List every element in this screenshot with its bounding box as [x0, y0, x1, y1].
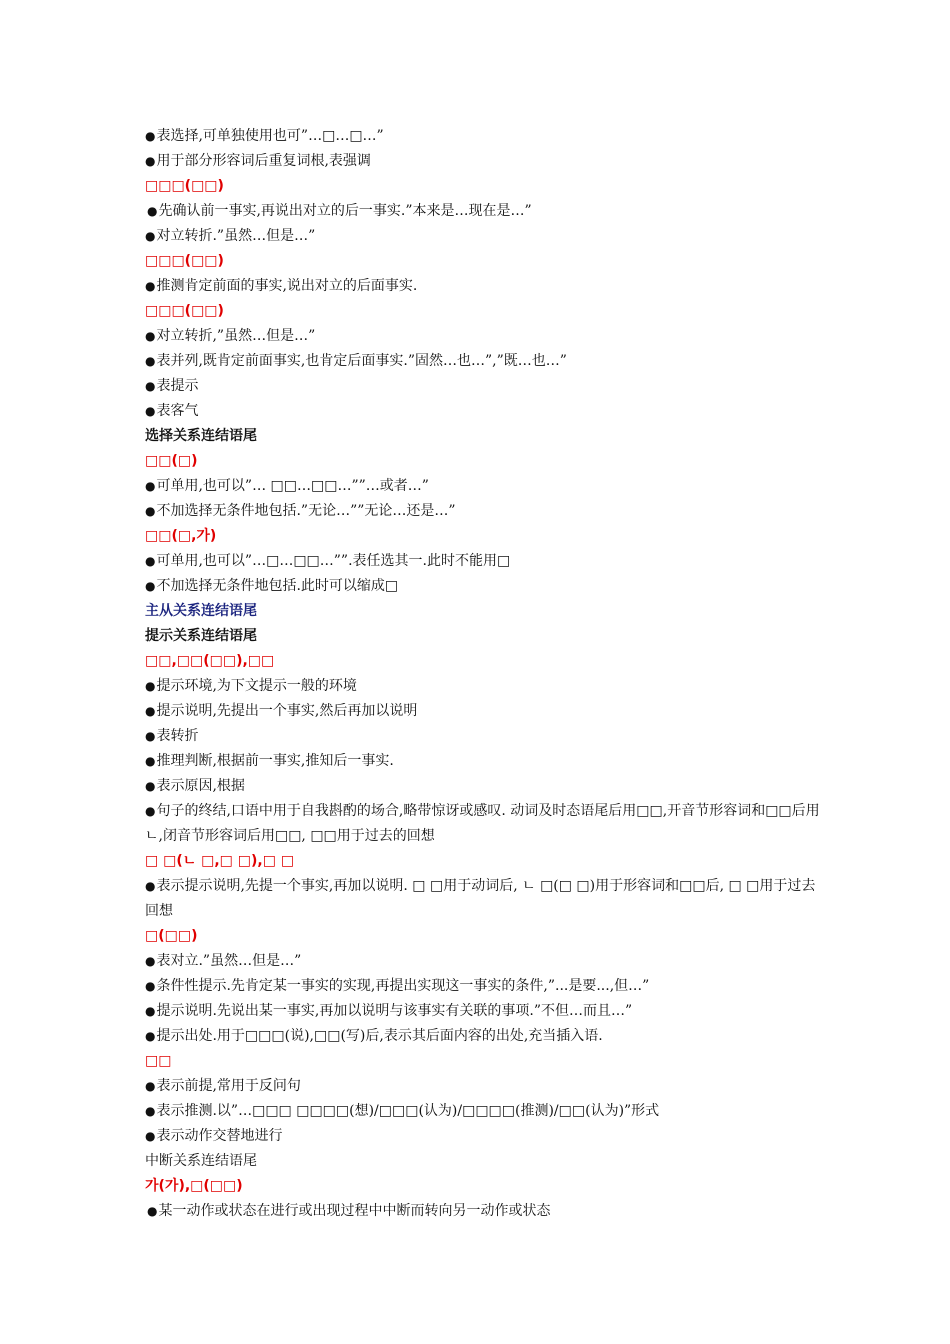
ending-heading: □□□(□□)	[145, 303, 224, 319]
bullet-line: ● 表转折	[145, 724, 820, 749]
ending-heading: 가(가),□(□□)	[145, 1178, 243, 1194]
section-heading: 中断关系连结语尾	[145, 1153, 257, 1169]
bullet-line: ● 表示原因,根据	[145, 774, 820, 799]
ending-heading: □□,□□(□□),□□	[145, 653, 275, 669]
bullet-line: ● 句子的终结,口语中用于自我斟酌的场合,略带惊讶或感叹. 动词及时态语尾后用□□,开音节形容词和□□后用ㄴ,闭音节形容词后用□□, □□用于过去的回想	[145, 799, 820, 849]
section-heading: 提示关系连结语尾	[145, 628, 257, 644]
bullet-line: ● 推理判断,根据前一事实,推知后一事实.	[145, 749, 820, 774]
ending-heading: □□□(□□)	[145, 253, 224, 269]
bullet-line: ● 表对立.”虽然…但是…”	[145, 949, 820, 974]
bullet-line: ● 表提示	[145, 374, 820, 399]
ending-heading: □□	[145, 1053, 172, 1069]
bullet-line: ● 提示说明.先说出某一事实,再加以说明与该事实有关联的事项.”不但…而且…”	[145, 999, 820, 1024]
section-heading: 选择关系连结语尾	[145, 428, 257, 444]
bullet-line: ● 提示出处.用于□□□(说),□□(写)后,表示其后面内容的出处,充当插入语.	[145, 1024, 820, 1049]
bullet-line: ● 对立转折.”虽然…但是…”	[145, 224, 820, 249]
bullet-line: ● 可单用,也可以”… □□…□□…””…或者…”	[145, 474, 820, 499]
bullet-line: ● 表示推测.以”…□□□ □□□□(想)/□□□(认为)/□□□□(推测)/□□(认为)”形式	[145, 1099, 820, 1124]
ending-heading: □□(□)	[145, 453, 198, 469]
bullet-line: ● 表示提示说明,先提一个事实,再加以说明. □ □用于动词后, ㄴ □(□ □)用于形容词和□□后, □ □用于过去回想	[145, 874, 820, 924]
bullet-line: ● 不加选择无条件地包括.”无论…””无论…还是…”	[145, 499, 820, 524]
bullet-line: ● 表客气	[145, 399, 820, 424]
bullet-line: ● 推测肯定前面的事实,说出对立的后面事实.	[145, 274, 820, 299]
bullet-line: ● 提示说明,先提出一个事实,然后再加以说明	[145, 699, 820, 724]
bullet-line: ● 表并列,既肯定前面事实,也肯定后面事实.”固然…也…”,”既…也…”	[145, 349, 820, 374]
ending-heading: □□(□,가)	[145, 528, 217, 544]
section-heading: 主从关系连结语尾	[145, 603, 257, 619]
bullet-line: ● 先确认前一事实,再说出对立的后一事实.”本来是…现在是…”	[145, 199, 820, 224]
bullet-line: ● 表选择,可单独使用也可”…□…□…”	[145, 124, 820, 149]
bullet-line: ● 用于部分形容词后重复词根,表强调	[145, 149, 820, 174]
bullet-line: ● 可单用,也可以”…□…□□…””.表任选其一.此时不能用□	[145, 549, 820, 574]
ending-heading: □ □(ㄴ □,□ □),□ □	[145, 853, 295, 869]
bullet-line: ● 某一动作或状态在进行或出现过程中中断而转向另一动作或状态	[145, 1199, 820, 1224]
ending-heading: □□□(□□)	[145, 178, 224, 194]
document-page	[145, 124, 820, 1224]
bullet-line: ● 对立转折,”虽然…但是…”	[145, 324, 820, 349]
bullet-line: ● 提示环境,为下文提示一般的环境	[145, 674, 820, 699]
bullet-line: ● 不加选择无条件地包括.此时可以缩成□	[145, 574, 820, 599]
bullet-line: ● 表示前提,常用于反问句	[145, 1074, 820, 1099]
ending-heading: □(□□)	[145, 928, 198, 944]
bullet-line: ● 表示动作交替地进行	[145, 1124, 820, 1149]
bullet-line: ● 条件性提示.先肯定某一事实的实现,再提出实现这一事实的条件,”...是要...,但…”	[145, 974, 820, 999]
